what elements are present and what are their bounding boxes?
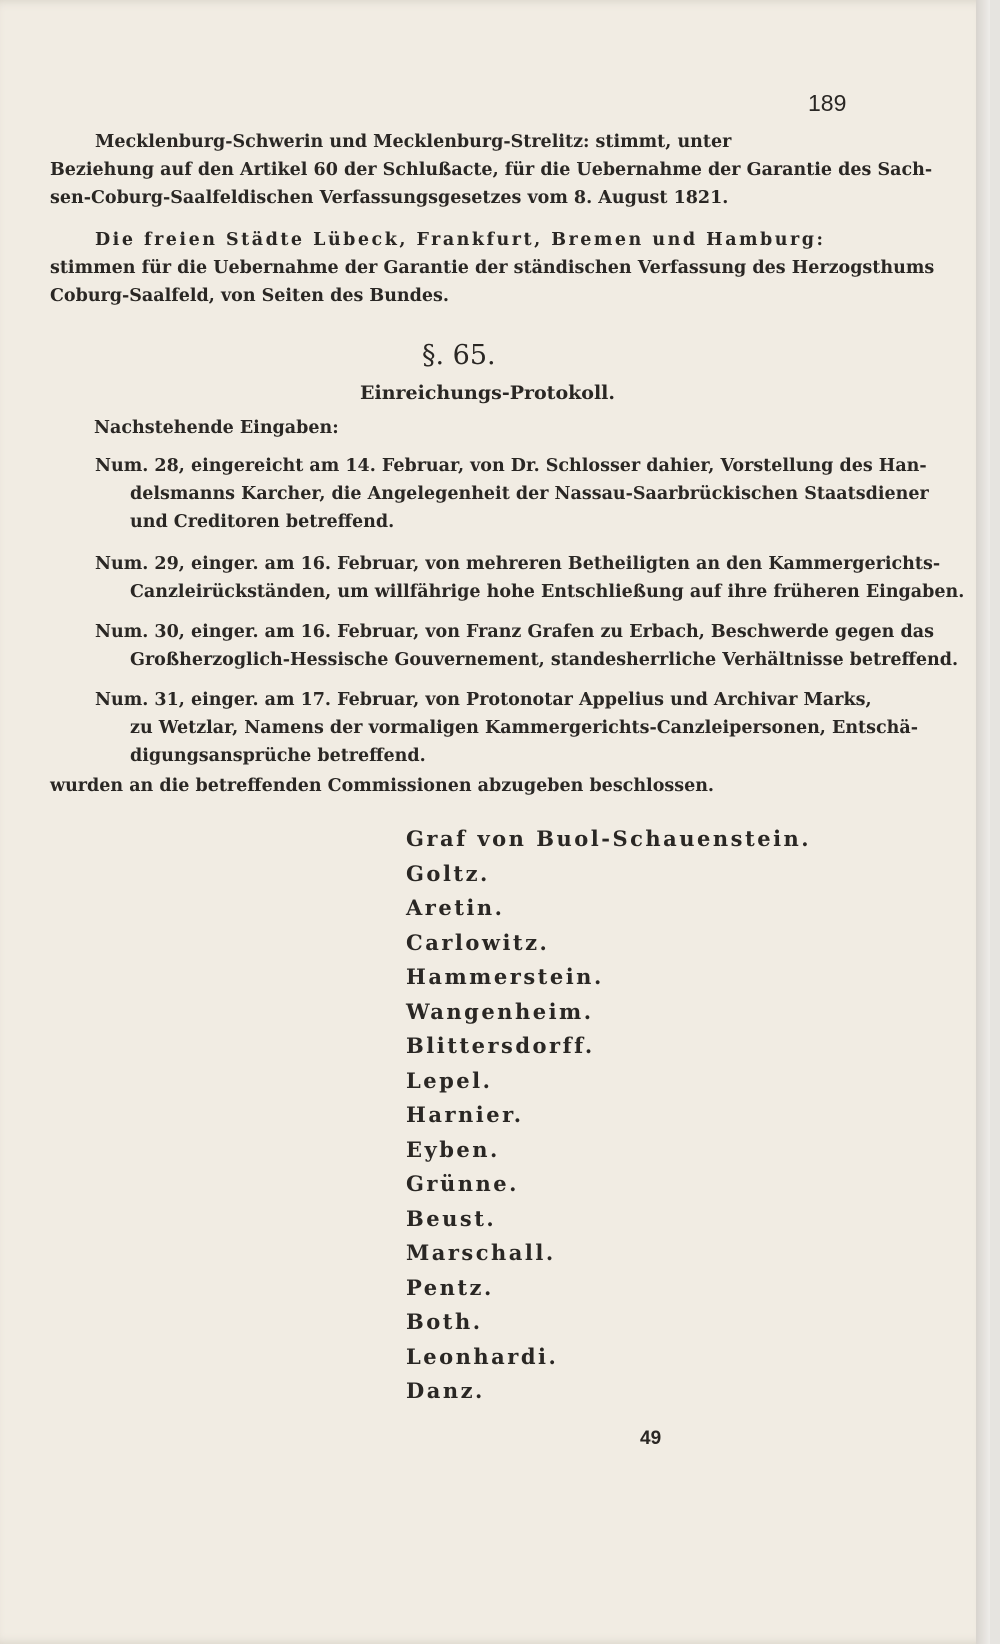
sheet-signature: 49 xyxy=(640,1428,662,1449)
list-intro: Nachstehende Eingaben: xyxy=(94,418,339,438)
signature: Pentz. xyxy=(406,1274,494,1300)
entry-28 xyxy=(50,452,929,536)
signature: Leonhardi. xyxy=(406,1343,559,1369)
text-line: sen-Coburg-Saalfeldischen Verfassungsgesetzes vom 8. August 1821. xyxy=(50,188,729,208)
signature: Blittersdorff. xyxy=(406,1033,595,1058)
signature: Grünne. xyxy=(406,1171,519,1196)
signature: Wangenheim. xyxy=(406,998,594,1024)
signature-list xyxy=(406,822,811,1409)
text-line: Canzleirückständen, um willfährige hohe Entschließung auf ihre früheren Eingaben. xyxy=(130,582,965,602)
text-line: Num. 31, einger. am 17. Februar, von Protonotar Appelius und Archivar Marks, xyxy=(95,690,872,710)
signature: Harnier. xyxy=(406,1102,524,1127)
signature: Graf von Buol-Schauenstein. xyxy=(406,826,812,851)
signature: Danz. xyxy=(406,1378,485,1403)
signature: Lepel. xyxy=(406,1067,493,1093)
section-number: §. 65. xyxy=(422,340,496,371)
signature: Eyben. xyxy=(406,1136,500,1162)
entry-30 xyxy=(50,618,959,674)
section-title: Einreichungs-Protokoll. xyxy=(360,382,616,404)
text-line: Num. 28, eingereicht am 14. Februar, von Dr. Schlosser dahier, Vorstellung des Han- xyxy=(95,456,927,476)
text-line: Num. 30, einger. am 16. Februar, von Franz Grafen zu Erbach, Beschwerde gegen das xyxy=(95,622,934,642)
text-line: Num. 29, einger. am 16. Februar, von mehreren Betheiligten an den Kammergerichts- xyxy=(95,554,941,574)
text-line: Mecklenburg-Schwerin und Mecklenburg-Strelitz: stimmt, unter xyxy=(95,132,732,152)
text-line: und Creditoren betreffend. xyxy=(130,512,395,532)
text-line: Coburg-Saalfeld, von Seiten des Bundes. xyxy=(50,286,449,306)
entry-29 xyxy=(50,550,965,606)
conclusion xyxy=(50,772,860,800)
text-line: digungsansprüche betreffend. xyxy=(130,746,426,766)
text-line: Die freien Städte Lübeck, Frankfurt, Bremen und Hamburg: xyxy=(95,230,826,250)
text-line: Großherzoglich-Hessische Gouvernement, standesherrliche Verhältnisse betreffend. xyxy=(130,650,959,670)
signature: Both. xyxy=(406,1309,483,1334)
text-line: wurden an die betreffenden Commissionen abzugeben beschlossen. xyxy=(50,776,715,796)
entry-31 xyxy=(50,686,918,770)
text-line: Beziehung auf den Artikel 60 der Schlußacte, für die Uebernahme der Garantie des Sach- xyxy=(50,160,933,180)
signature: Marschall. xyxy=(406,1240,556,1265)
paragraph-mecklenburg xyxy=(50,128,933,212)
text-line: delsmanns Karcher, die Angelegenheit der Nassau-Saarbrückischen Staatsdiener xyxy=(130,484,929,504)
signature: Carlowitz. xyxy=(406,929,550,955)
signature: Goltz. xyxy=(406,860,490,886)
paragraph-free-cities xyxy=(50,226,935,310)
page-edge xyxy=(976,0,990,1644)
signature: Aretin. xyxy=(406,895,505,920)
signature: Hammerstein. xyxy=(406,964,604,989)
page-number: 189 xyxy=(808,90,847,116)
signature: Beust. xyxy=(406,1205,497,1231)
text-line: stimmen für die Uebernahme der Garantie der ständischen Verfassung des Herzogsthums xyxy=(50,258,935,278)
text-line: zu Wetzlar, Namens der vormaligen Kammergerichts-Canzleipersonen, Entschä- xyxy=(130,718,918,738)
